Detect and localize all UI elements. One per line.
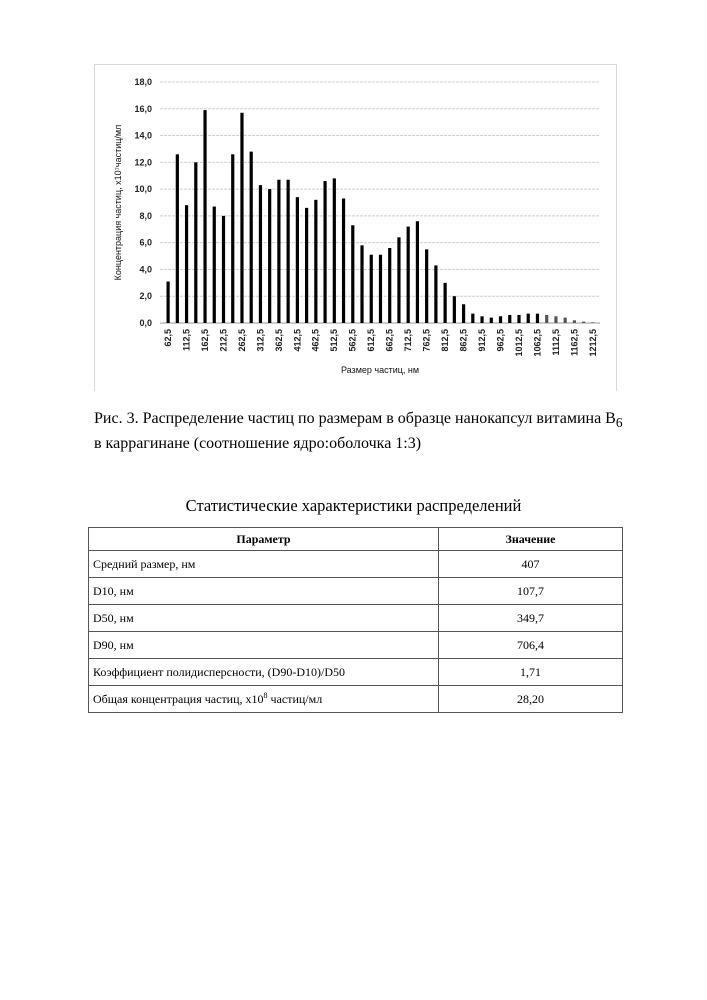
- bar: [545, 315, 548, 323]
- bar: [370, 255, 373, 323]
- row-value: 107,7: [439, 578, 623, 605]
- bar: [167, 281, 170, 323]
- table-row: [89, 686, 623, 713]
- bar: [176, 154, 179, 323]
- x-tick-label: 362,5: [273, 329, 284, 352]
- y-tick-label: 4,0: [139, 264, 152, 275]
- x-tick-label: 312,5: [255, 329, 266, 352]
- table-row: [89, 659, 623, 686]
- x-tick-label: 712,5: [403, 329, 414, 352]
- x-tick-label: 662,5: [384, 329, 395, 352]
- y-tick-label: 8,0: [139, 210, 152, 221]
- row-param: D10, нм: [89, 578, 439, 605]
- bar: [434, 265, 437, 323]
- x-tick-label: 62,5: [163, 329, 173, 347]
- bar: [564, 318, 567, 323]
- y-tick-label: 2,0: [139, 291, 152, 302]
- bar: [231, 154, 234, 323]
- header-value: Значение: [439, 528, 623, 551]
- bar: [268, 189, 271, 323]
- bar: [240, 113, 243, 323]
- bar: [536, 314, 539, 323]
- chart: [94, 64, 617, 391]
- x-tick-label: 212,5: [218, 329, 229, 352]
- figure-caption: [94, 408, 654, 454]
- bar: [305, 208, 308, 323]
- row-param: [89, 686, 439, 713]
- x-tick-label: 112,5: [181, 329, 192, 352]
- bar: [351, 225, 354, 323]
- caption-subscript: 6: [615, 415, 623, 431]
- y-tick-label: 0,0: [139, 318, 152, 328]
- bar: [508, 315, 511, 323]
- bar: [277, 180, 280, 323]
- stats-table: [88, 527, 623, 713]
- bar: [582, 322, 585, 323]
- x-tick-label: 1012,5: [513, 329, 524, 357]
- x-tick-label: 812,5: [440, 329, 451, 352]
- x-tick-label: 262,5: [236, 329, 247, 352]
- bar: [185, 205, 188, 323]
- param-text-end: частиц/мл: [267, 692, 323, 706]
- bar: [397, 237, 400, 323]
- x-tick-label: 412,5: [292, 329, 303, 352]
- bar: [462, 304, 465, 323]
- bar: [425, 249, 428, 323]
- bar: [333, 178, 336, 323]
- bar: [259, 185, 262, 323]
- table-title: Статистические характеристики распределений: [185, 496, 522, 515]
- bar: [591, 322, 594, 323]
- x-tick-label: 462,5: [310, 329, 321, 352]
- bar: [342, 198, 345, 323]
- bar: [250, 152, 253, 323]
- row-value: 349,7: [439, 605, 623, 632]
- bar: [416, 221, 419, 323]
- param-text: Общая концентрация частиц, х10: [93, 692, 264, 706]
- bar: [194, 162, 197, 323]
- x-tick-label: 1112,5: [550, 329, 561, 356]
- row-value: 28,20: [439, 686, 623, 713]
- table-header-row: [89, 528, 623, 551]
- caption-line-2: в каррагинане (соотношение ядро:оболочка 1:3): [94, 435, 422, 453]
- bar: [490, 318, 493, 323]
- table-row: [89, 551, 623, 578]
- x-tick-label: 1062,5: [532, 329, 543, 357]
- x-tick-label: 612,5: [366, 329, 377, 352]
- bar: [314, 200, 317, 323]
- bar: [360, 245, 363, 323]
- x-tick-label: 1212,5: [587, 329, 598, 357]
- bar: [323, 181, 326, 323]
- bar: [407, 227, 410, 323]
- bar: [471, 314, 474, 323]
- y-tick-label: 10,0: [134, 184, 152, 195]
- bar: [573, 320, 576, 323]
- bar: [287, 180, 290, 323]
- table-row: [89, 605, 623, 632]
- bar: [444, 283, 447, 323]
- bar: [453, 296, 456, 323]
- y-tick-label: 6,0: [139, 237, 152, 248]
- bar-chart: [95, 65, 616, 391]
- x-tick-label: 162,5: [199, 329, 210, 352]
- bar: [499, 316, 502, 323]
- row-value: 1,71: [439, 659, 623, 686]
- row-value: 706,4: [439, 632, 623, 659]
- x-tick-label: 962,5: [495, 329, 506, 352]
- x-tick-label: 1162,5: [569, 329, 580, 357]
- x-tick-label: 912,5: [476, 329, 487, 352]
- bar: [388, 248, 391, 323]
- bar: [203, 110, 206, 323]
- row-param: Коэффициент полидисперсности, (D90-D10)/D50: [89, 659, 439, 686]
- x-tick-label: 512,5: [329, 329, 340, 352]
- x-tick-label: 762,5: [421, 329, 432, 352]
- row-param: D90, нм: [89, 632, 439, 659]
- bar: [554, 316, 557, 323]
- param-superscript: 8: [263, 691, 268, 700]
- bar: [480, 316, 483, 323]
- table-row: [89, 578, 623, 605]
- bar: [379, 255, 382, 323]
- table-row: [89, 632, 623, 659]
- row-value: 407: [439, 551, 623, 578]
- x-tick-label: 862,5: [458, 329, 469, 352]
- y-tick-label: 18,0: [134, 77, 152, 87]
- header-parameter: Параметр: [89, 528, 439, 551]
- bar: [527, 314, 530, 323]
- y-tick-label: 14,0: [134, 130, 152, 141]
- row-param: Средний размер, нм: [89, 551, 439, 578]
- x-tick-label: 562,5: [347, 329, 358, 352]
- x-axis-title: Размер частиц, нм: [340, 365, 420, 375]
- bar: [296, 197, 299, 323]
- y-axis-title: Концентрация частиц, х10⁷частиц/мл: [113, 124, 123, 281]
- y-tick-label: 16,0: [134, 103, 152, 114]
- bar: [213, 207, 216, 323]
- caption-line-1: Рис. 3. Распределение частиц по размерам в образце нанокапсул витамина B: [94, 410, 616, 427]
- bar: [222, 216, 225, 323]
- bar: [517, 315, 520, 323]
- y-tick-label: 12,0: [134, 157, 152, 168]
- row-param: D50, нм: [89, 605, 439, 632]
